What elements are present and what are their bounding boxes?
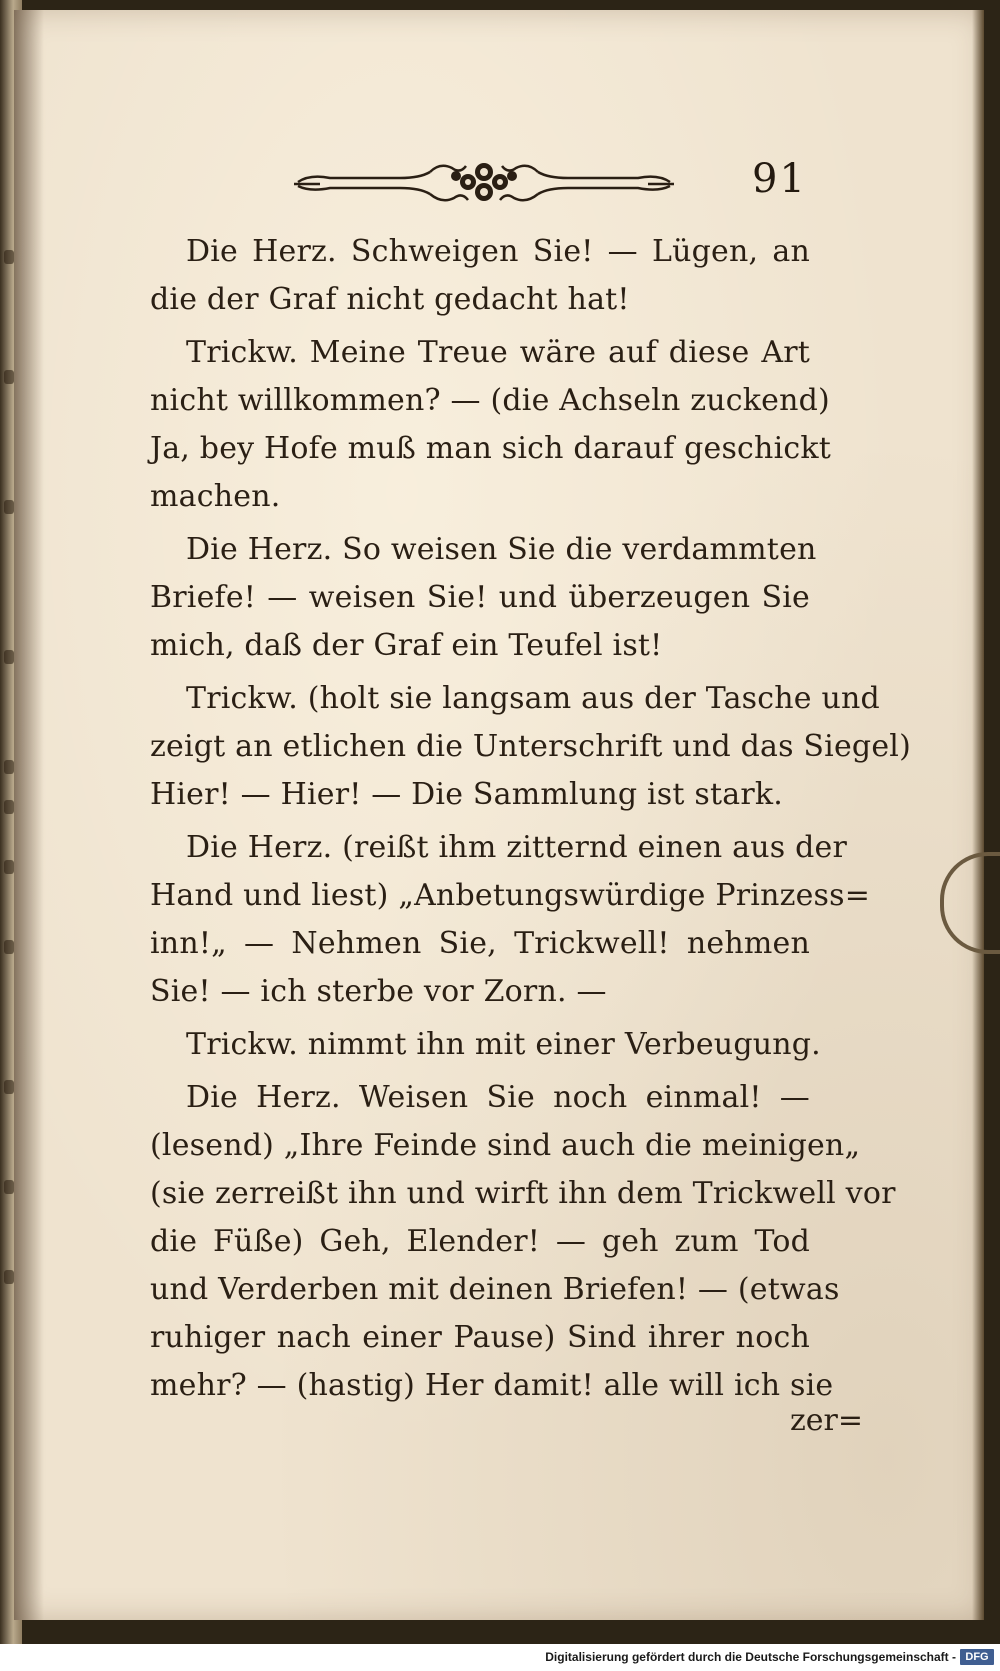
funding-credit: Digitalisierung gefördert durch die Deutsche Forschungsgemeinschaft - bbox=[545, 1650, 956, 1664]
text-line: Trickw. Meine Treue wäre auf diese Art bbox=[186, 335, 810, 370]
gutter-shadow bbox=[14, 10, 44, 1620]
catchword: zer= bbox=[790, 1403, 864, 1438]
text-line: inn!„ — Nehmen Sie, Trickwell! nehmen bbox=[150, 926, 810, 961]
text-line: (lesend) „Ihre Feinde sind auch die meinigen„ bbox=[150, 1128, 861, 1163]
text-line: mehr? — (hastig) Her damit! alle will ich sie bbox=[150, 1368, 834, 1403]
text-line: Trickw. nimmt ihn mit einer Verbeugung. bbox=[186, 1027, 821, 1062]
text-line: Briefe! — weisen Sie! und überzeugen Sie bbox=[150, 580, 810, 615]
page-text bbox=[150, 228, 911, 1410]
footer-bar bbox=[0, 1644, 1000, 1671]
text-line: Sie! — ich sterbe vor Zorn. — bbox=[150, 974, 607, 1009]
text-line: die Füße) Geh, Elender! — geh zum Tod bbox=[150, 1224, 810, 1259]
text-line: mich, daß der Graf ein Teufel ist! bbox=[150, 628, 663, 663]
flourish-ornament-icon bbox=[290, 148, 680, 218]
page-number: 91 bbox=[752, 156, 807, 202]
text-line: und Verderben mit deinen Briefen! — (etwas bbox=[150, 1272, 840, 1307]
text-line: Hand und liest) „Anbetungswürdige Prinzess= bbox=[150, 878, 871, 913]
text-line: machen. bbox=[150, 479, 281, 514]
text-line: ruhiger nach einer Pause) Sind ihrer noch bbox=[150, 1320, 810, 1355]
text-line: nicht willkommen? — (die Achseln zuckend) bbox=[150, 383, 830, 418]
text-line: zeigt an etlichen die Unterschrift und das Siegel) bbox=[150, 729, 911, 764]
text-line: die der Graf nicht gedacht hat! bbox=[150, 282, 630, 317]
page-edge-shadow bbox=[972, 10, 984, 1620]
text-line: (sie zerreißt ihn und wirft ihn dem Trickwell vor bbox=[150, 1176, 896, 1211]
text-line: Hier! — Hier! — Die Sammlung ist stark. bbox=[150, 777, 783, 812]
dfg-logo-icon: DFG bbox=[960, 1649, 994, 1665]
page-header bbox=[290, 148, 810, 218]
text-line: Die Herz. So weisen Sie die verdammten bbox=[186, 532, 817, 567]
text-line: Ja, bey Hofe muß man sich darauf geschickt bbox=[150, 431, 832, 466]
text-line: Trickw. (holt sie langsam aus der Tasche und bbox=[186, 681, 880, 716]
text-line: Die Herz. Schweigen Sie! — Lügen, an bbox=[186, 234, 810, 269]
text-line: Die Herz. Weisen Sie noch einmal! — bbox=[186, 1080, 810, 1115]
text-line: Die Herz. (reißt ihm zitternd einen aus der bbox=[186, 830, 847, 865]
